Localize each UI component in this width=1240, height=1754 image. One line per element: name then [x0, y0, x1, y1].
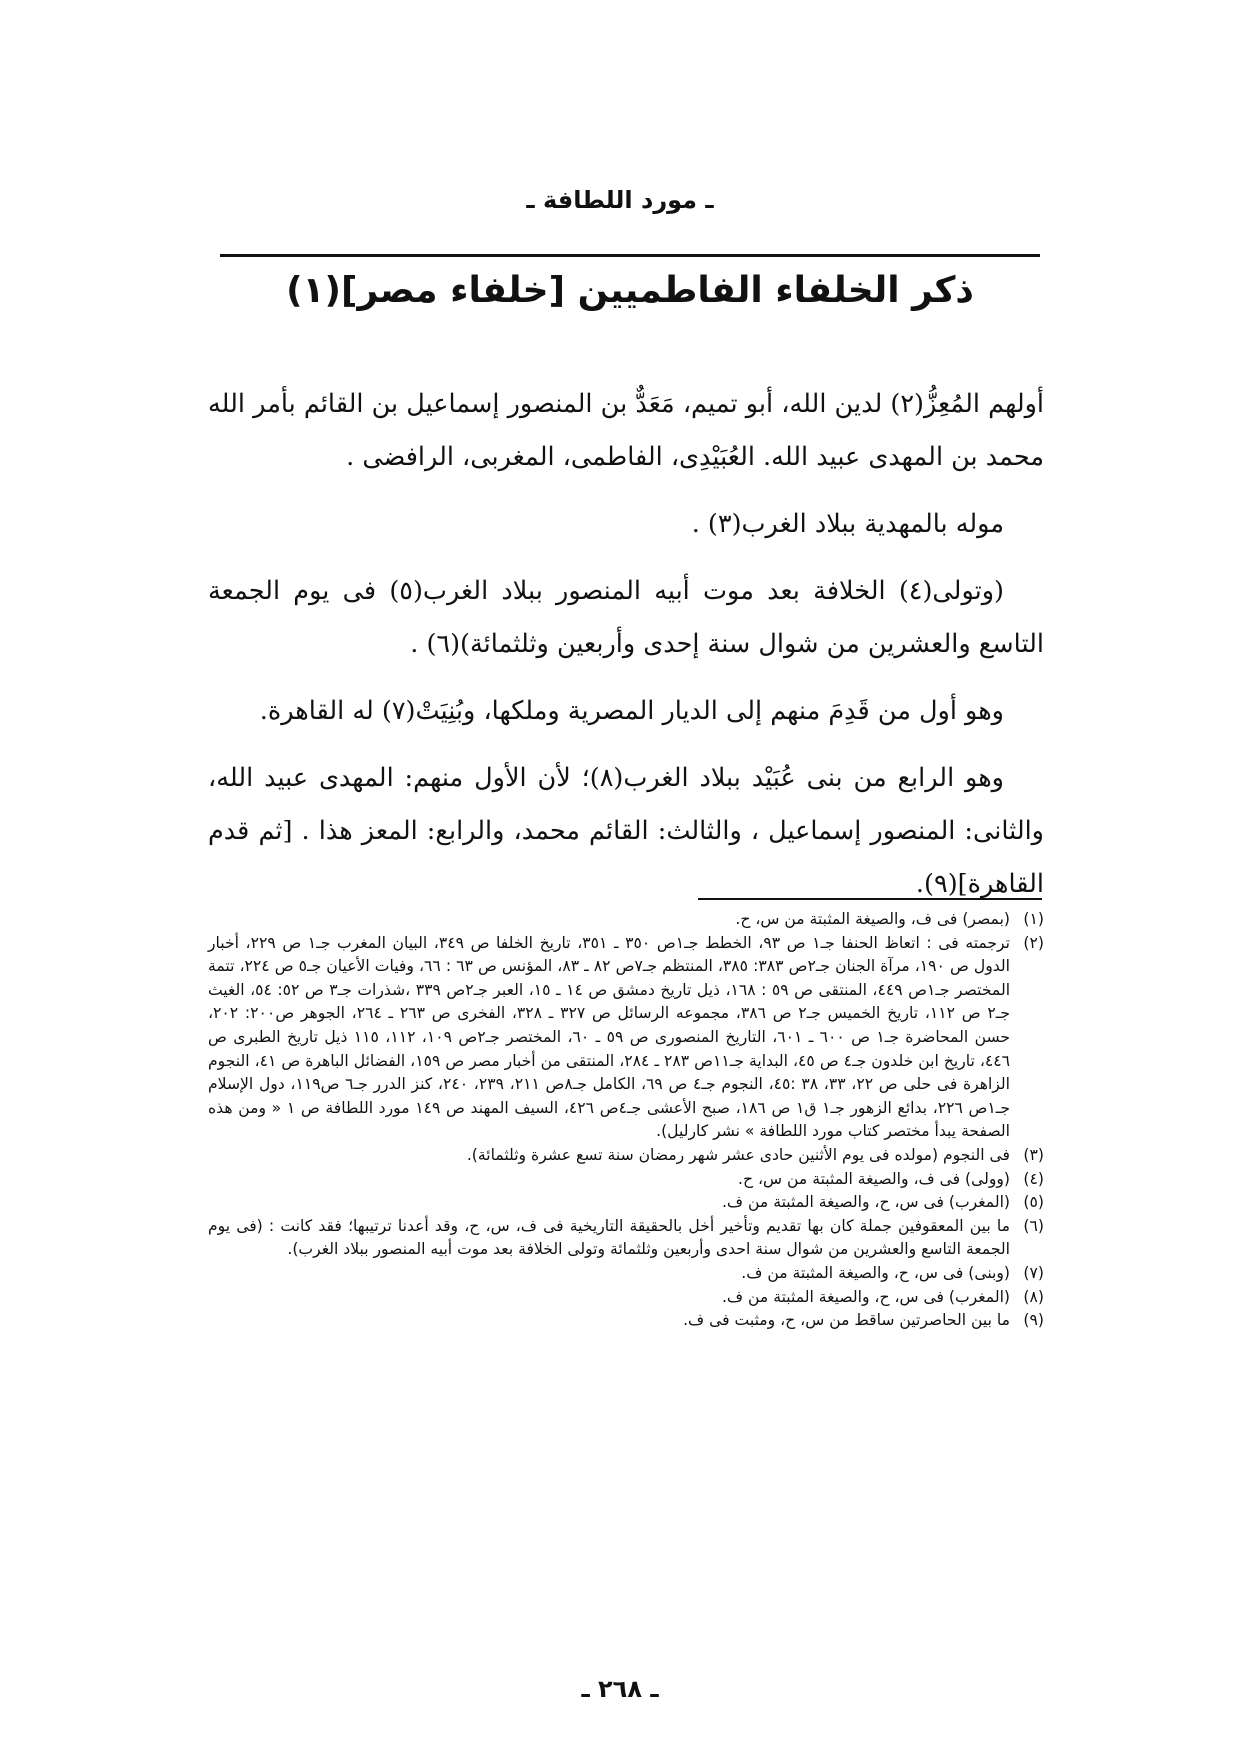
footnote-text: ما بين الحاصرتين ساقط من س، ح، ومثبت فى ف.	[683, 1311, 1010, 1330]
footnote-text: (بمصر) فى ف، والصيغة المثبتة من س، ح.	[735, 910, 1010, 928]
footnote-text: ما بين المعقوفين جملة كان بها تقديم وتأخير أخل بالحقيقة التاريخية فى ف، س، ح، وقد أعدنا ترتيبها؛ فقد كانت : (فى يوم الجمعة التاسع والعشرين من شوال سنة احدى وأربعين وثلثمائة وتولى الخلافة بعد موت أبيه المنصور ببلاد الغرب).	[208, 1216, 1010, 1259]
footnote	[208, 908, 1044, 932]
paragraph: وهو الرابع من بنى عُبَيْد ببلاد الغرب(٨)؛ لأن الأول منهم: المهدى عبيد الله، والثانى: المنصور إسماعيل ، والثالث: القائم محمد، والرابع: المعز هذا . [ثم قدم القاهرة](٩).	[208, 763, 1044, 899]
footnote-text: (وبنى) فى س، ح، والصيغة المثبتة من ف.	[741, 1263, 1010, 1282]
footnote-number: (٥)	[1023, 1193, 1044, 1212]
footnote-number: (٦)	[1023, 1216, 1044, 1235]
paragraph: (وتولى(٤) الخلافة بعد موت أبيه المنصور ببلاد الغرب(٥) فى يوم الجمعة التاسع والعشرين من شوال سنة إحدى وأربعين وثلثمائة)(٦) .	[208, 576, 1044, 659]
footnote-number: (٧)	[1023, 1263, 1044, 1282]
footnote	[208, 1191, 1044, 1215]
footnote-text: (وولى) فى ف، والصيغة المثبتة من س، ح.	[738, 1169, 1010, 1188]
header-divider	[220, 254, 1040, 257]
footnote	[208, 1309, 1044, 1333]
footnote-text: (المغرب) فى س، ح، والصيغة المثبتة من ف.	[721, 1193, 1010, 1212]
paragraph: أولهم المُعِزُّ(٢) لدين الله، أبو تميم، مَعَدٌّ بن المنصور إسماعيل بن القائم بأمر الله محمد بن المهدى عبيد الله. العُبَيْدِى، الفاطمى، المغربى، الرافضى .	[208, 389, 1044, 472]
footnote-number: (٩)	[1023, 1311, 1044, 1330]
footnote	[208, 1215, 1044, 1262]
paragraph: موله بالمهدية ببلاد الغرب(٣) .	[691, 509, 1004, 539]
footnote	[208, 1262, 1044, 1286]
footnote-number: (٣)	[1023, 1145, 1044, 1164]
footnotes	[208, 908, 1044, 1333]
footnote	[208, 1286, 1044, 1310]
section-title: ذكر الخلفاء الفاطميين [خلفاء مصر](١)	[286, 270, 974, 311]
body-text	[208, 378, 1044, 925]
page-number: ـ ٢٦٨ ـ	[581, 1675, 659, 1703]
paragraph: وهو أول من قَدِمَ منهم إلى الديار المصرية وملكها، وبُنِيَتْ(٧) له القاهرة.	[259, 696, 1004, 726]
footnote-number: (٤)	[1023, 1169, 1044, 1188]
footnote-number: (١)	[1023, 910, 1044, 928]
footnote-number: (٢)	[1023, 933, 1044, 952]
running-header: ـ مورد اللطافة ـ	[526, 186, 714, 214]
footnote-text: فى النجوم (مولده فى يوم الأثنين حادى عشر شهر رمضان سنة تسع عشرة وثلثمائة).	[466, 1145, 1010, 1164]
footnote-text: ترجمته فى : اتعاظ الحنفا جـ١ ص ٩٣، الخطط جـ١ص ٣٥٠ ـ ٣٥١، تاريخ الخلفا ص ٣٤٩، البيان المغرب جـ١ ص ٢٢٩، أخبار الدول ص ١٩٠، مرآة الجنان جـ٢ص ٣٨٣: ٣٨٥، المنتظم جـ٧ص ٨٢ ـ ٨٣، المؤنس ص ٦٣ : ٦٦، وفيات الأعيان جـ٥ ص ٢٢٤، تتمة المختصر جـ١ص ٤٤٩، المنتقى ص ٥٩ : ١٦٨، ذيل تاريخ دمشق ص ١٤ ـ ١٥، العبر جـ٢ص ٣٣٩ ،شذرات جـ٣ ص ٥٢: ٥٤، الغيث جـ٢ ص ١١٢، تاريخ الخميس جـ٢ ص ٣٨٦، مجموعه الرسائل ص ٣٢٧ ـ ٣٢٨، الفخرى ص ٢٦٣ ـ ٢٦٤، الجوهر ص٢٠٠: ٢٠٢، حسن المحاضرة جـ١ ص ٦٠٠ ـ ٦٠١، التاريخ المنصورى ص ٥٩ ـ ٦٠، المختصر جـ٢ص ١٠٩، ١١٢، ١١٥ ذيل تاريخ الطبرى ص ٤٤٦، تاريخ ابن خلدون جـ٤ ص ٤٥، البداية جـ١١ص ٢٨٣ ـ ٢٨٤، المنتقى من أخبار مصر ص ١٥٩، الفضائل الباهرة ص ٤١، النجوم الزاهرة فى حلى ص ٢٢، ٣٣، ٣٨ :٤٥، النجوم جـ٤ ص ٦٩، الكامل جـ٨ص ٢١١، ٢٣٩، ٢٤٠، كنز الدرر جـ٦ ص١١٩، دول الإسلام جـ١ص ٢٢٦، بدائع الزهور جـ١ ق١ ص ١٨٦، صبح الأعشى جـ٤ص ٤٢٦، السيف المهند ص ١٤٩ مورد اللطافة ص ١ « ومن هذه الصفحة يبدأ مختصر كتاب مورد اللطافة » نشر كارليل).	[208, 933, 1011, 1141]
footnote-text: (المغرب) فى س، ح، والصيغة المثبتة من ف.	[721, 1287, 1010, 1306]
footnote-divider	[698, 898, 1042, 900]
footnote-number: (٨)	[1023, 1287, 1044, 1306]
footnote	[208, 1144, 1044, 1168]
footnote	[208, 932, 1044, 1144]
footnote	[208, 1168, 1044, 1192]
